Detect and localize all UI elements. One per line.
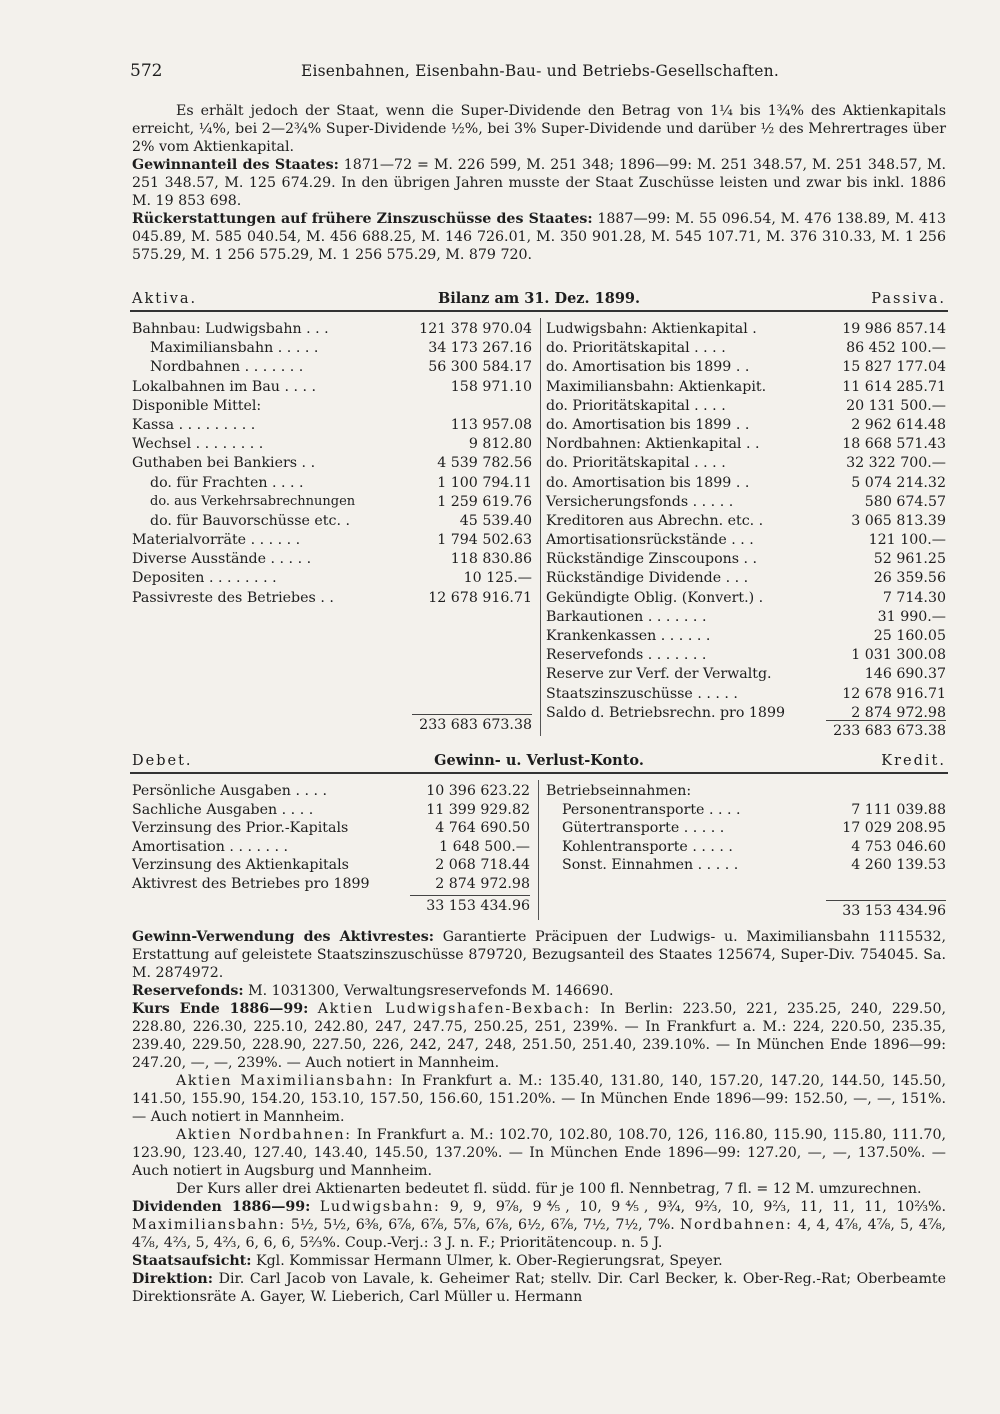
direktion-text: Dir. Carl Jacob von Lavale, k. Geheimer Rat; stellv. Dir. Carl Becker, k. Ober-Reg.-Rat; Oberbeamte Direktionsräte A. Gayer, W. Lieberich, Carl Müller u. Hermann: [132, 1271, 946, 1305]
bilanz-title: Bilanz am 31. Dez. 1899.: [437, 290, 641, 307]
kurs-label: Kurs Ende 1886—99:: [132, 1001, 309, 1017]
aktiva-row: do. für Frachten . . . . 1 100 794.11: [150, 474, 532, 491]
passiva-row: Krankenkassen . . . . . . 25 160.05: [546, 628, 946, 644]
div-ludwigs-name: Ludwigsbahn:: [319, 1199, 441, 1215]
aktiva-row: Disponible Mittel:: [132, 397, 262, 414]
div-nord-text: 4, 4, 4⅞, 4⅞, 5, 4⅞, 4⅞, 4⅔, 5, 4⅔, 6, 6, 6, 5⅔%. Coup.-Verj.: 3 J. n. F.; Prioritätencoup. n. 5 J.: [132, 1217, 946, 1251]
guv-rule: [130, 772, 948, 774]
running-title: Eisenbahnen, Eisenbahn-Bau- und Betriebs-Gesellschaften.: [300, 62, 779, 80]
aktiva-row: Diverse Ausstände . . . . . 118 830.86: [132, 551, 532, 568]
bilanz-rule: [130, 310, 948, 312]
debet-list: [132, 782, 530, 894]
lower-text-block: [132, 928, 946, 1306]
kurs-max-text: In Frankfurt a. M.: 135.40, 131.80, 140, 157.20, 147.20, 144.50, 145.50, 141.50, 155.90, 154.20, 153.10, 157.50, 156.60, 151.20%. — In München Ende 1896—99: 152.50, —, —, 151%. — Auch notiert in Mannheim.: [132, 1073, 946, 1125]
passiva-row: do. Prioritätskapital . . . . 32 322 700.—: [546, 455, 946, 472]
passiva-row: Staatszinszuschüsse . . . . . 12 678 916.71: [546, 685, 946, 702]
aktiva-row: Nordbahnen . . . . . . . 56 300 584.17: [150, 359, 532, 376]
passiva-row: Reserve zur Verf. der Verwaltg. 146 690.37: [546, 666, 946, 683]
verwendung-text: Garantierte Präcipuen der Ludwigs- u. Maximiliansbahn 1115532, Erstattung auf geleistete Staatszinszuschüsse 879720, Bezugsanteil des Staates 125674, Super-Div. 754045. Sa. M. 2874972.: [132, 929, 946, 981]
rueckerstattungen-paragraph: [132, 210, 946, 264]
kurs-nord-paragraph: [132, 1126, 946, 1180]
bilanz-divider: [540, 318, 541, 736]
guv-divider: [538, 780, 539, 920]
passiva-row: Gekündigte Oblig. (Konvert.) . 7 714.30: [546, 589, 946, 606]
intro-paragraph: Es erhält jedoch der Staat, wenn die Super-Dividende den Betrag von 1¼ bis 1¾% des Aktienkapitals erreicht, ¼%, bei 2—2¾% Super-Dividende ½%, bei 3% Super-Dividende und darüber ½ des Mehrertrages über 2% vom Aktienkapital.: [132, 103, 946, 155]
aktiva-list: [132, 320, 532, 608]
aktiva-row: Guthaben bei Bankiers . . 4 539 782.56: [132, 455, 532, 472]
kredit-list: [546, 782, 946, 875]
passiva-row: Rückständige Zinscoupons . . 52 961.25: [546, 551, 946, 568]
kredit-total-rule: [826, 900, 946, 901]
passiva-row: do. Amortisation bis 1899 . . 5 074 214.32: [546, 474, 946, 491]
passiva-row: Kreditoren aus Abrechn. etc. . 3 065 813.39: [546, 512, 946, 529]
aktiva-row: do. für Bauvorschüsse etc. . 45 539.40: [150, 512, 532, 529]
reservefonds-text: M. 1031300, Verwaltungsreservefonds M. 146690.: [248, 983, 614, 999]
aktiva-row: Wechsel . . . . . . . . 9 812.80: [132, 436, 532, 453]
kurs-paragraph: [132, 1000, 946, 1072]
kredit-head: Betriebseinnahmen:: [546, 783, 692, 799]
passiva-row: Maximiliansbahn: Aktienkapit. 11 614 285.71: [546, 378, 946, 395]
page-number: 572: [130, 61, 163, 81]
kredit-row: Personentransporte . . . . 7 111 039.88: [562, 801, 946, 818]
passiva-row: do. Prioritätskapital . . . . 20 131 500.—: [546, 397, 946, 414]
kredit-row: Gütertransporte . . . . . 17 029 208.95: [562, 820, 946, 837]
aktiva-row: Bahnbau: Ludwigsbahn . . . 121 378 970.04: [132, 321, 532, 337]
passiva-row: Amortisationsrückstände . . . 121 100.—: [546, 532, 946, 549]
passiva-row: do. Amortisation bis 1899 . . 2 962 614.48: [546, 416, 946, 433]
debet-label: Debet.: [132, 753, 193, 769]
kredit-row: Sonst. Einnahmen . . . . . 4 260 139.53: [562, 857, 946, 874]
dividenden-label: Dividenden 1886—99:: [132, 1199, 311, 1215]
aktiva-row: do. aus Verkehrsabrechnungen 1 259 619.76: [150, 493, 532, 510]
debet-row: Aktivrest des Betriebes pro 1899 2 874 972.98: [132, 875, 530, 892]
passiva-row: Barkautionen . . . . . . . 31 990.—: [546, 608, 946, 625]
passiva-total: 233 683 673.38: [833, 723, 946, 739]
staatsaufsicht-text: Kgl. Kommissar Hermann Ulmer, k. Ober-Regierungsrat, Speyer.: [255, 1253, 723, 1269]
verwendung-label: Gewinn-Verwendung des Aktivrestes:: [132, 929, 434, 945]
bilanz-heading: [132, 288, 946, 308]
guv-title: Gewinn- u. Verlust-Konto.: [434, 752, 644, 769]
passiva-row: Nordbahnen: Aktienkapital . . 18 668 571.43: [546, 436, 946, 453]
aktiva-label: Aktiva.: [132, 291, 198, 307]
aktiva-row: Materialvorräte . . . . . . 1 794 502.63: [132, 532, 532, 549]
kurs-nord-name: Aktien Nordbahnen:: [176, 1127, 352, 1143]
passiva-total-rule: [826, 720, 946, 721]
debet-row: Verzinsung des Prior.-Kapitals 4 764 690.50: [132, 820, 530, 837]
kredit-total: 33 153 434.96: [842, 903, 946, 919]
gewinnanteil-text: 1871—72 = M. 226 599, M. 251 348; 1896—99: M. 251 348.57, M. 251 348.57, M. 251 348.57, M. 125 674.29. In den übrigen Jahren musste der Staat Zuschüsse leisten und zwar bis inkl. 1886 M. 19 853 698.: [132, 157, 947, 209]
passiva-row: Saldo d. Betriebsrechn. pro 1899 2 874 972.98: [546, 704, 946, 721]
aktiva-total: 233 683 673.38: [419, 717, 532, 733]
staatsaufsicht-label: Staatsaufsicht:: [132, 1253, 252, 1269]
div-max-text: 5½, 5½, 6⅜, 6⅞, 6⅞, 5⅞, 6⅞, 6½, 6⅞, 7½, 7½, 7%.: [290, 1217, 675, 1233]
kredit-label: Kredit.: [881, 753, 946, 769]
direktion-paragraph: [132, 1270, 946, 1306]
aktiva-row: Lokalbahnen im Bau . . . . 158 971.10: [132, 378, 532, 395]
aktiva-row: Passivreste des Betriebes . . 12 678 916.71: [132, 589, 532, 606]
div-max-name: Maximiliansbahn:: [132, 1217, 286, 1233]
kurs-ludwigs-name: Aktien Ludwigshafen-Bexbach:: [317, 1001, 591, 1017]
reservefonds-paragraph: [132, 982, 946, 1000]
kurs-nord-text: In Frankfurt a. M.: 102.70, 102.80, 108.70, 126, 116.80, 115.90, 115.80, 111.70, 123.90, 123.40, 127.40, 143.40, 145.50, 137.20%. — In München Ende 1896—99: 127.20, —, —, 137.50%. — Auch notiert in Augsburg und Mannheim.: [132, 1127, 946, 1179]
debet-row: Persönliche Ausgaben . . . . 10 396 623.22: [132, 783, 530, 799]
kurs-ludwigs-text: In Berlin: 223.50, 221, 235.25, 240, 229.50, 228.80, 226.30, 225.10, 242.80, 247, 247.75, 250.25, 251, 239%. — In Frankfurt a. M.: 224, 220.50, 235.35, 239.40, 229.50, 228.90, 227.50, 226, 242, 247, 248, 251.50, 251.40, 239.10%. — In München Ende 1896—99: 247.20, —, —, 239%. — Auch notiert in Mannheim.: [132, 1001, 946, 1071]
kurs-max-name: Aktien Maximiliansbahn:: [176, 1073, 395, 1089]
passiva-row: do. Amortisation bis 1899 . . 15 827 177.04: [546, 359, 946, 376]
aktiva-row: Kassa . . . . . . . . . 113 957.08: [132, 416, 532, 433]
rueckerstattungen-text: 1887—99: M. 55 096.54, M. 476 138.89, M. 413 045.89, M. 585 040.54, M. 456 688.25, M. 146 726.01, M. 350 901.28, M. 545 107.71, M. 376 310.33, M. 1 256 575.29, M. 1 256 575.29, M. 1 256 575.29, M. 879 720.: [132, 211, 946, 263]
reservefonds-label: Reservefonds:: [132, 983, 244, 999]
debet-row: Verzinsung des Aktienkapitals 2 068 718.44: [132, 857, 530, 874]
passiva-list: [546, 320, 946, 723]
kurs-note: Der Kurs aller drei Aktienarten bedeutet fl. südd. für je 100 fl. Nennbetrag, 7 fl. = 12 M. umzurechnen.: [176, 1181, 922, 1197]
div-nord-name: Nordbahnen:: [679, 1217, 793, 1233]
kredit-row: Kohlentransporte . . . . . 4 753 046.60: [562, 838, 946, 855]
debet-total-rule: [410, 895, 530, 896]
div-ludwigs-text: 9, 9, 9⅞, 9⅘, 10, 9⅘, 9¾, 9⅔, 10, 9⅔, 11, 11, 11, 10⅔%.: [449, 1199, 946, 1215]
page-header: [130, 62, 950, 86]
debet-total: 33 153 434.96: [426, 898, 530, 914]
passiva-row: Rückständige Dividende . . . 26 359.56: [546, 570, 946, 587]
verwendung-paragraph: [132, 928, 946, 982]
intro-block: [132, 102, 946, 264]
staatsaufsicht-paragraph: [132, 1252, 946, 1270]
passiva-row: Reservefonds . . . . . . . 1 031 300.08: [546, 647, 946, 664]
aktiva-total-rule: [412, 714, 532, 715]
passiva-row: do. Prioritätskapital . . . . 86 452 100.—: [546, 340, 946, 357]
gewinnanteil-paragraph: [132, 156, 946, 210]
passiva-row: Ludwigsbahn: Aktienkapital . 19 986 857.14: [546, 321, 946, 337]
dividenden-paragraph: [132, 1198, 946, 1252]
kurs-max-paragraph: [132, 1072, 946, 1126]
debet-row: Sachliche Ausgaben . . . . 11 399 929.82: [132, 801, 530, 818]
aktiva-row: Depositen . . . . . . . . 10 125.—: [132, 570, 532, 587]
rueckerstattungen-label: Rückerstattungen auf frühere Zinszuschüsse des Staates:: [132, 211, 593, 227]
aktiva-row: Maximiliansbahn . . . . . 34 173 267.16: [150, 340, 532, 357]
passiva-row: Versicherungsfonds . . . . . 580 674.57: [546, 493, 946, 510]
debet-row: Amortisation . . . . . . . 1 648 500.—: [132, 838, 530, 855]
passiva-label: Passiva.: [871, 291, 946, 307]
gewinnanteil-label: Gewinnanteil des Staates:: [132, 157, 339, 173]
guv-heading: [132, 750, 946, 770]
direktion-label: Direktion:: [132, 1271, 213, 1287]
